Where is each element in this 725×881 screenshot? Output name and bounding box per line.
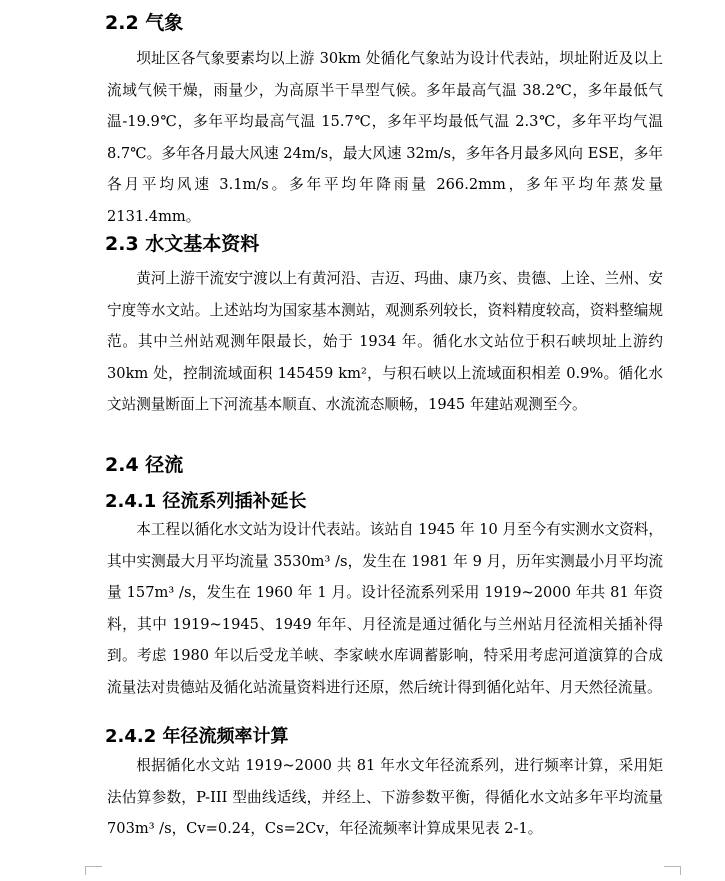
section-heading-2-4-2: 2.4.2 年径流频率计算	[105, 726, 289, 747]
paragraph-frequency-calc: 根据循化水文站 1919~2000 共 81 年水文年径流系列，进行频率计算，采用矩法估算参数，P-III 型曲线适线，并经上、下游参数平衡，得循化水文站多年平均流量 703m³ /s，Cv=0.24，Cs=2Cv，年径流频率计算成果见表 2-1。	[107, 757, 663, 837]
section-heading-2-4: 2.4 径流	[105, 454, 184, 476]
page-corner-mark-right	[664, 866, 681, 875]
section-heading-2-2: 2.2 气象	[105, 12, 184, 34]
section-heading-2-4-1: 2.4.1 径流系列插补延长	[105, 491, 307, 512]
page-corner-mark-left	[85, 866, 102, 875]
section-heading-2-3: 2.3 水文基本资料	[105, 233, 260, 255]
paragraph-runoff-extension: 本工程以循化水文站为设计代表站。该站自 1945 年 10 月至今有实测水文资料，其中实测最大月平均流量 3530m³ /s，发生在 1981 年 9 月，历年实测最小月平均流量 157m³ /s，发生在 1960 年 1 月。设计径流系列采用 1919~2000 年共 81 年资料，其中 1919~1945、1949 年年、月径流是通过循化与兰州站月径流相关插补得到。考虑 1980 年以后受龙羊峡、李家峡水库调蓄影响，特采用考虑河道演算的合成流量法对贵德站及循化站流量资料进行还原，然后统计得到循化站年、月天然径流量。	[107, 521, 663, 696]
paragraph-climate: 坝址区各气象要素均以上游 30km 处循化气象站为设计代表站，坝址附近及以上流域气候干燥，雨量少，为高原半干旱型气候。多年最高气温 38.2℃，多年最低气温-19.9℃，多年平均最高气温 15.7℃，多年平均最低气温 2.3℃，多年平均气温 8.7℃。多年各月最大风速 24m/s，最大风速 32m/s，多年各月最多风向 ESE，多年各月平均风速 3.1m/s。多年平均年降雨量 266.2mm，多年平均年蒸发量 2131.4mm。	[107, 50, 663, 225]
paragraph-hydrology-data: 黄河上游干流安宁渡以上有黄河沿、吉迈、玛曲、康乃亥、贵德、上诠、兰州、安宁度等水文站。上述站均为国家基本测站，观测系列较长，资料精度较高，资料整编规范。其中兰州站观测年限最长，始于 1934 年。循化水文站位于积石峡坝址上游约 30km 处，控制流域面积 145459 km²，与积石峡以上流域面积相差 0.9%。循化水文站测量断面上下河流基本顺直、水流流态顺畅，1945 年建站观测至今。	[107, 270, 663, 413]
